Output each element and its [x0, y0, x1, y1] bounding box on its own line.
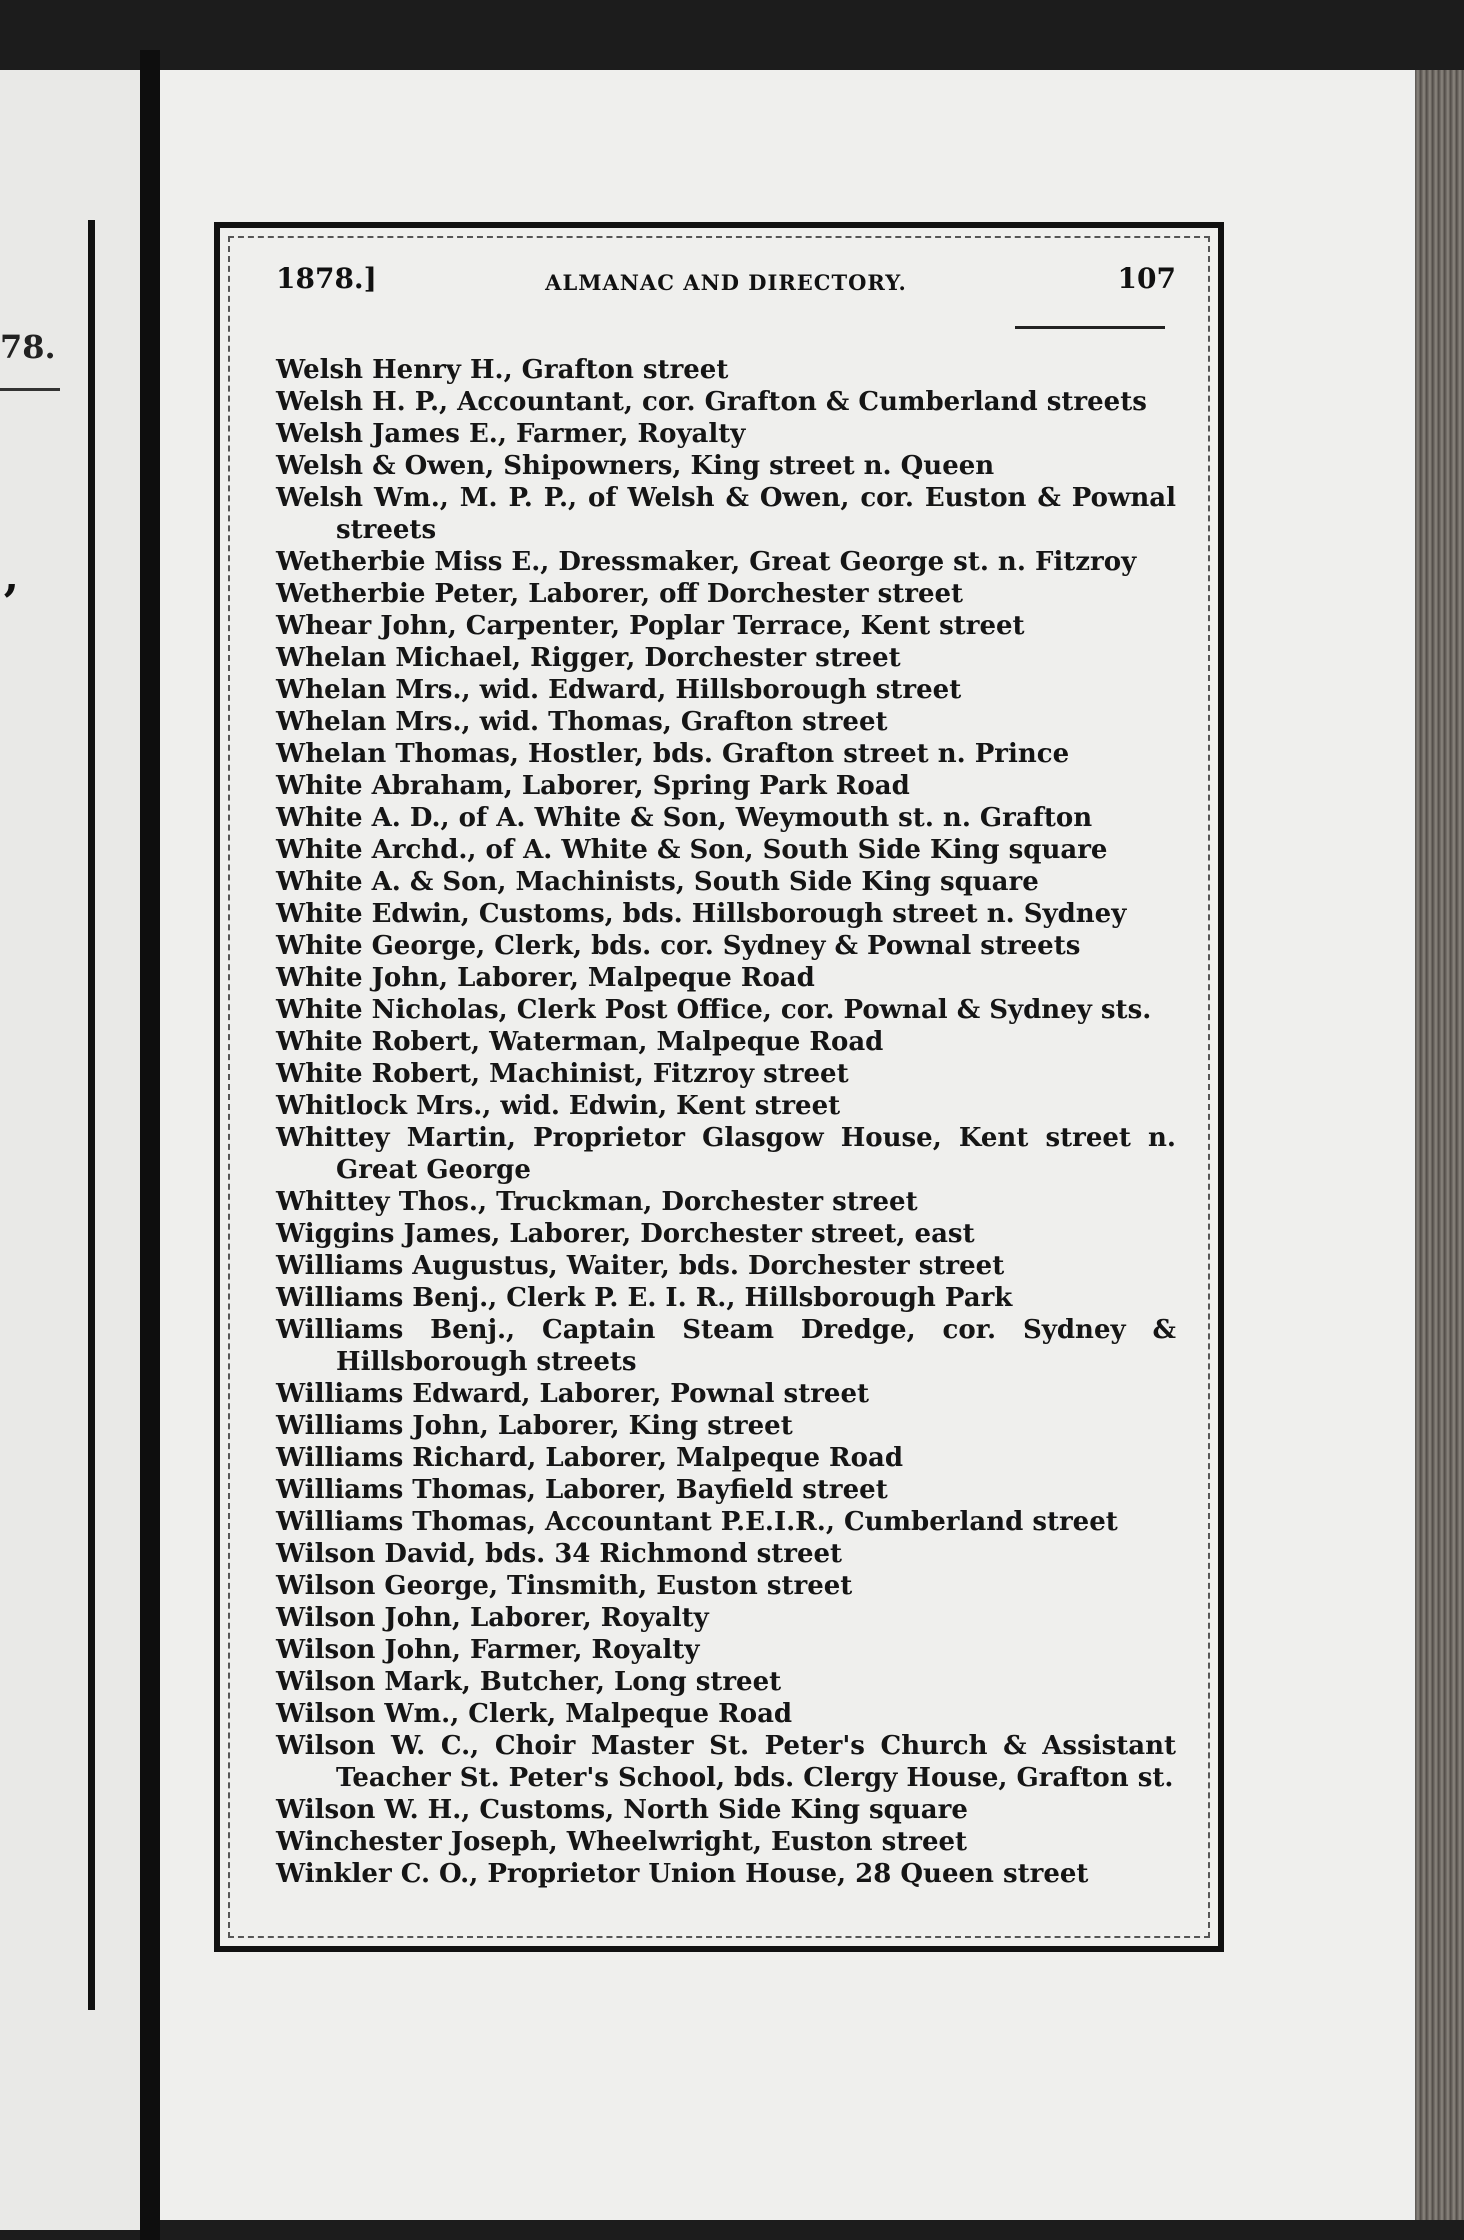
directory-entry: White Robert, Machinist, Fitzroy street: [276, 1059, 849, 1089]
directory-entry: White Abraham, Laborer, Spring Park Road: [276, 771, 910, 801]
directory-entry: White John, Laborer, Malpeque Road: [276, 963, 815, 993]
directory-entry: Williams Thomas, Laborer, Bayfield street: [276, 1475, 888, 1505]
directory-entry: Whelan Mrs., wid. Thomas, Grafton street: [276, 707, 888, 737]
directory-entries: [276, 354, 1176, 1890]
directory-entry: Whelan Michael, Rigger, Dorchester street: [276, 643, 901, 673]
left-page-rule: [0, 388, 60, 391]
directory-entry: Welsh James E., Farmer, Royalty: [276, 419, 746, 449]
directory-entry: Wetherbie Peter, Laborer, off Dorchester street: [276, 579, 964, 609]
directory-entry: Whittey Thos., Truckman, Dorchester street: [276, 1187, 918, 1217]
directory-entry: White Robert, Waterman, Malpeque Road: [276, 1027, 884, 1057]
directory-entry: White A. & Son, Machinists, South Side King square: [276, 867, 1039, 897]
directory-entry: White Nicholas, Clerk Post Office, cor. Pownal & Sydney sts.: [276, 995, 1152, 1025]
left-page-border: [0, 220, 95, 2010]
directory-entry: Wilson Wm., Clerk, Malpeque Road: [276, 1699, 793, 1729]
directory-entry: Winkler C. O., Proprietor Union House, 28 Queen street: [276, 1859, 1089, 1889]
running-head-title: ALMANAC AND DIRECTORY.: [545, 270, 907, 295]
directory-entry: Wilson Mark, Butcher, Long street: [276, 1667, 782, 1697]
directory-entry: Whelan Thomas, Hostler, bds. Grafton street n. Prince: [276, 739, 1070, 769]
directory-entry: Williams Benj., Clerk P. E. I. R., Hillsborough Park: [276, 1283, 1013, 1313]
directory-entry: Whelan Mrs., wid. Edward, Hillsborough street: [276, 675, 962, 705]
directory-entry: Welsh Henry H., Grafton street: [276, 355, 729, 385]
directory-entry: Wetherbie Miss E., Dressmaker, Great George st. n. Fitzroy: [276, 547, 1137, 577]
directory-entry: White George, Clerk, bds. cor. Sydney & Pownal streets: [276, 931, 1081, 961]
left-page: [0, 70, 140, 2230]
left-page-mark: ’: [2, 575, 19, 631]
directory-entry: Williams Edward, Laborer, Pownal street: [276, 1379, 869, 1409]
running-head: [276, 256, 1176, 306]
directory-entry: Welsh H. P., Accountant, cor. Grafton & Cumberland streets: [276, 387, 1147, 417]
directory-entry: Whittey Martin, Proprietor Glasgow House, Kent street n. Great George: [276, 1123, 1176, 1185]
page-number: 107: [1117, 262, 1176, 295]
left-page-running-head: 78.: [0, 328, 56, 366]
page-edges: [1415, 70, 1464, 2220]
directory-entry: Williams Benj., Captain Steam Dredge, cor. Sydney & Hillsborough streets: [276, 1315, 1176, 1377]
directory-entry: Whitlock Mrs., wid. Edwin, Kent street: [276, 1091, 841, 1121]
directory-entry: Winchester Joseph, Wheelwright, Euston street: [276, 1827, 968, 1857]
directory-entry: Wilson John, Laborer, Royalty: [276, 1603, 709, 1633]
header-rule: [1015, 326, 1165, 329]
running-head-year: 1878.]: [276, 262, 377, 295]
directory-entry: White A. D., of A. White & Son, Weymouth st. n. Grafton: [276, 803, 1093, 833]
directory-entry: Wilson George, Tinsmith, Euston street: [276, 1571, 853, 1601]
directory-entry: Williams Richard, Laborer, Malpeque Road: [276, 1443, 904, 1473]
directory-entry: White Archd., of A. White & Son, South Side King square: [276, 835, 1108, 865]
directory-entry: Wilson W. H., Customs, North Side King square: [276, 1795, 968, 1825]
directory-entry: Williams John, Laborer, King street: [276, 1411, 793, 1441]
directory-entry: Whear John, Carpenter, Poplar Terrace, Kent street: [276, 611, 1025, 641]
directory-entry: Welsh & Owen, Shipowners, King street n. Queen: [276, 451, 995, 481]
directory-entry: White Edwin, Customs, bds. Hillsborough street n. Sydney: [276, 899, 1127, 929]
directory-entry: Wilson W. C., Choir Master St. Peter's Church & Assistant Teacher St. Peter's School, bds. Clergy House, Grafton st.: [276, 1731, 1176, 1793]
book-gutter: [140, 50, 160, 2240]
directory-entry: Williams Thomas, Accountant P.E.I.R., Cumberland street: [276, 1507, 1118, 1537]
directory-entry: Williams Augustus, Waiter, bds. Dorchester street: [276, 1251, 1005, 1281]
directory-entry: Wilson David, bds. 34 Richmond street: [276, 1539, 843, 1569]
directory-entry: Welsh Wm., M. P. P., of Welsh & Owen, cor. Euston & Pownal streets: [276, 483, 1176, 545]
directory-entry: Wiggins James, Laborer, Dorchester street, east: [276, 1219, 975, 1249]
directory-entry: Wilson John, Farmer, Royalty: [276, 1635, 700, 1665]
